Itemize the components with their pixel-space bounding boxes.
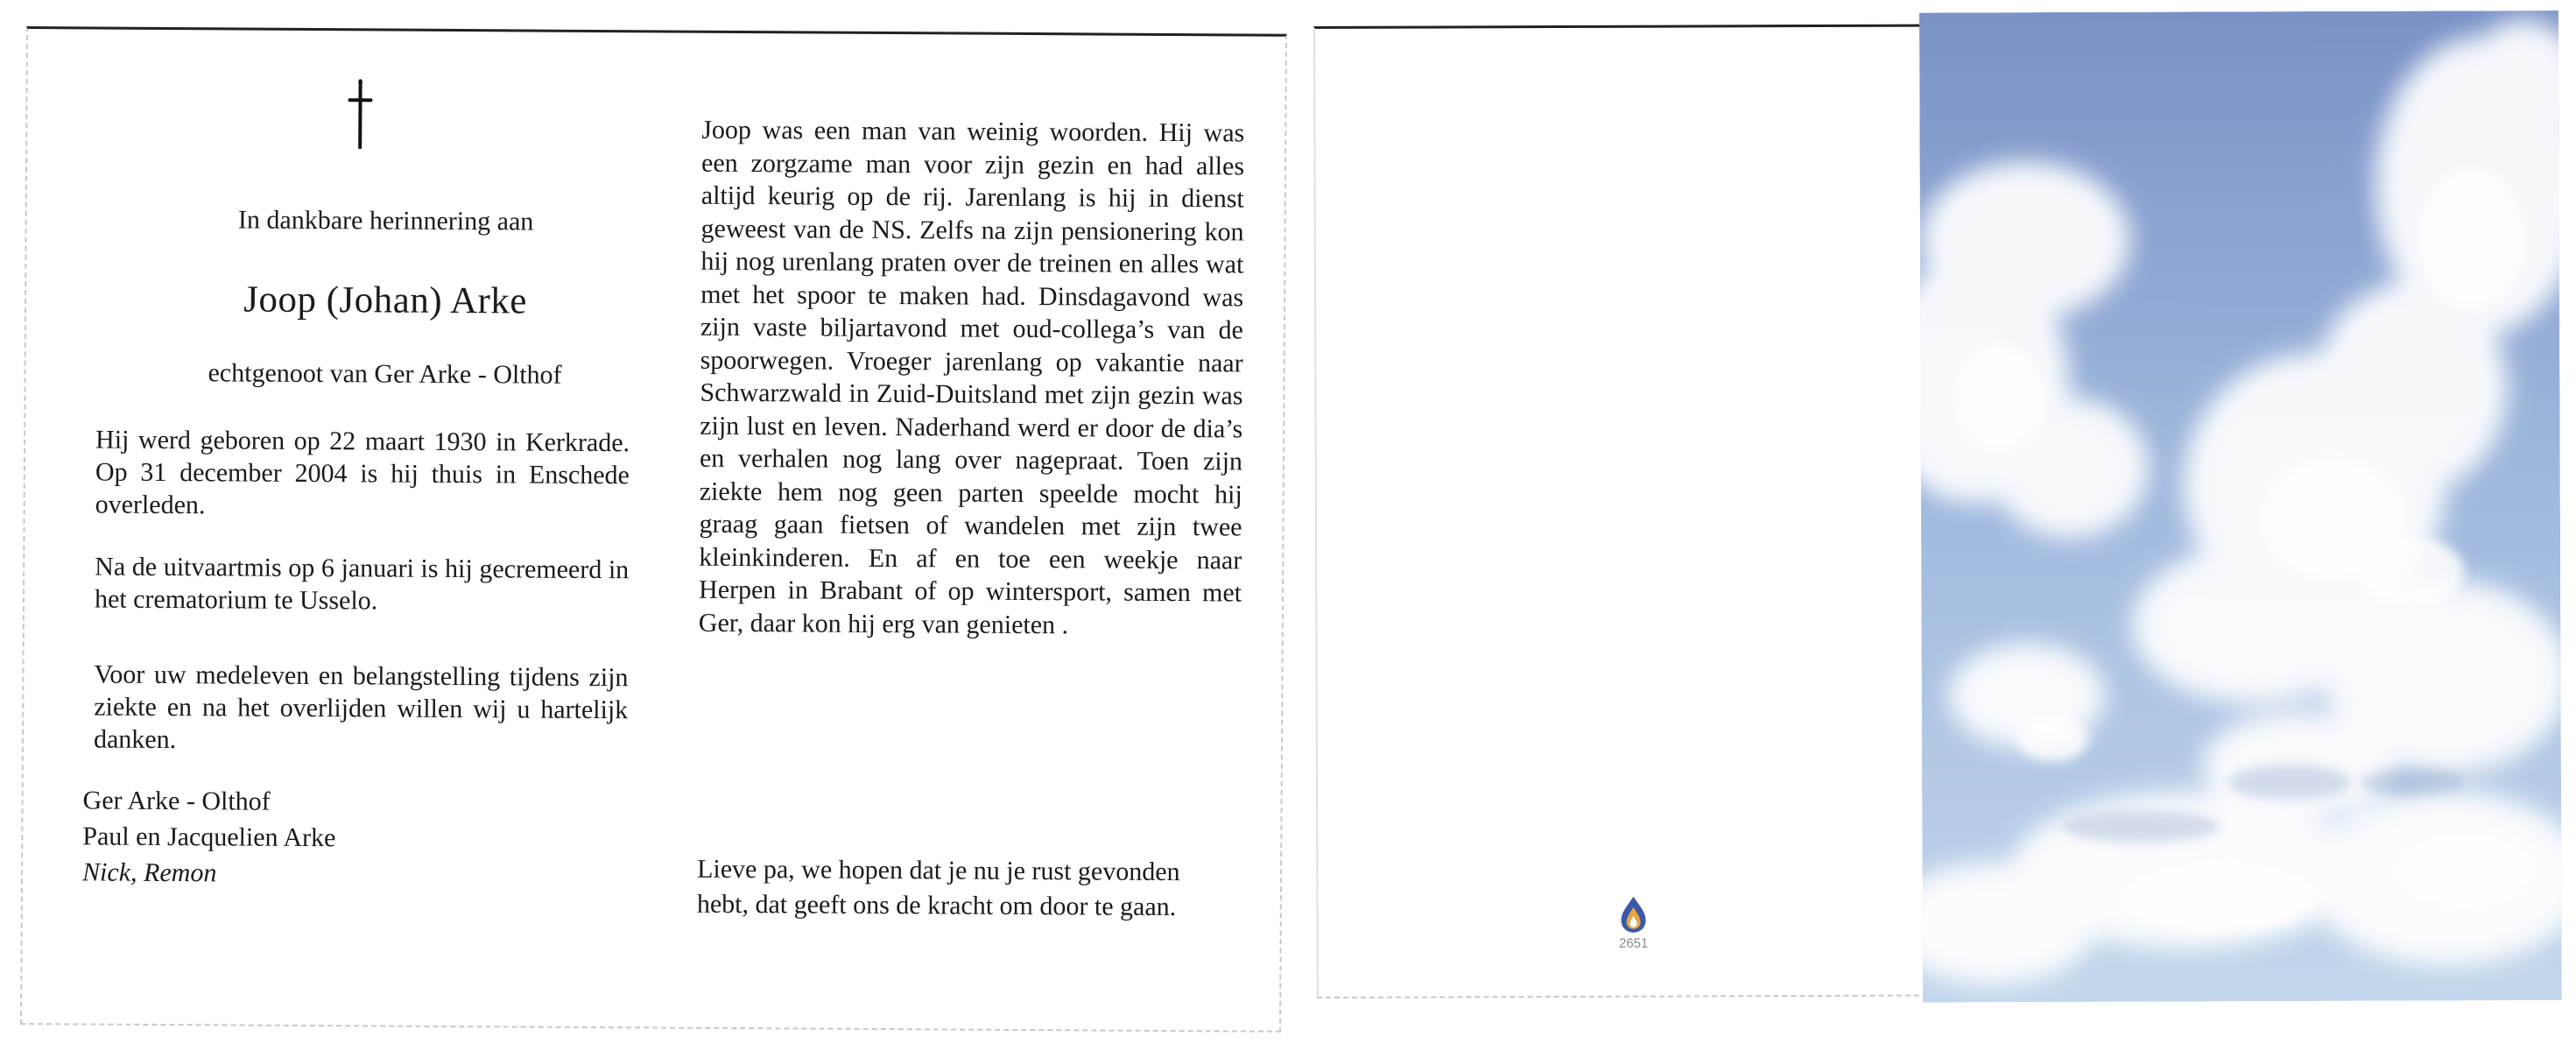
signatory-children: Paul en Jacquelien Arke <box>82 822 336 853</box>
biography-paragraph: Joop was een man van weinig woorden. Hij was een zorgzame man voor zijn gezin en had alles altijd keurig op de rij. Jarenlang is hij in dienst geweest van de NS. Zelfs na zijn pensionering kon hij nog urenlang praten over de treinen en alles wat met het spoor te maken had. Dinsdagavond was zijn vaste biljartavond met oud-collega’s van de spoorwegen. Vroeger jarenlang op vakantie naar Schwarzwald in Zuid-Duitsland met zijn gezin was zijn lust en leven. Naderhand werd er door de dia’s en verhalen nog lang over nagepraat. Toen zijn ziekte hem nog geen parten speelde mocht hij graag gaan fietsen of wandelen met zijn twee kleinkinderen. En af en toe een weekje naar Herpen in Brabant of op wintersport, samen met Ger, daar kon hij erg van genieten . <box>698 115 1245 639</box>
thanks-paragraph: Voor uw medeleven en belangstelling tijdens zijn ziekte en na het overlijden willen wij u hartelijk danken. <box>93 660 629 755</box>
intro-text: In dankbare herinnering aan <box>237 205 534 236</box>
deceased-name: Joop (Johan) Arke <box>243 279 528 322</box>
memorial-card-inside <box>20 26 1287 1033</box>
flame-logo-icon <box>1615 895 1650 935</box>
closing-message: Lieve pa, we hopen dat je nu je rust gevonden hebt, dat geeft ons de kracht om door te gaan. <box>696 854 1180 922</box>
print-number: 2651 <box>1618 935 1649 951</box>
spouse-text: echtgenoot van Ger Arke - Olthof <box>208 358 562 390</box>
cross-icon <box>342 79 377 149</box>
birth-death-paragraph: Hij werd geboren op 22 maart 1930 in Kerkrade. Op 31 december 2004 is hij thuis in Enschede overleden. <box>95 425 630 520</box>
funeral-paragraph: Na de uitvaartmis op 6 januari is hij gecremeerd in het crematorium te Usselo. <box>94 552 630 616</box>
signatures <box>82 782 521 892</box>
sky-clouds-photo <box>1919 11 2562 1003</box>
memorial-card-cover <box>1313 22 2560 998</box>
signatory-grandchildren: Nick, Remon <box>82 857 217 888</box>
signatory-spouse: Ger Arke - Olthof <box>82 786 271 816</box>
